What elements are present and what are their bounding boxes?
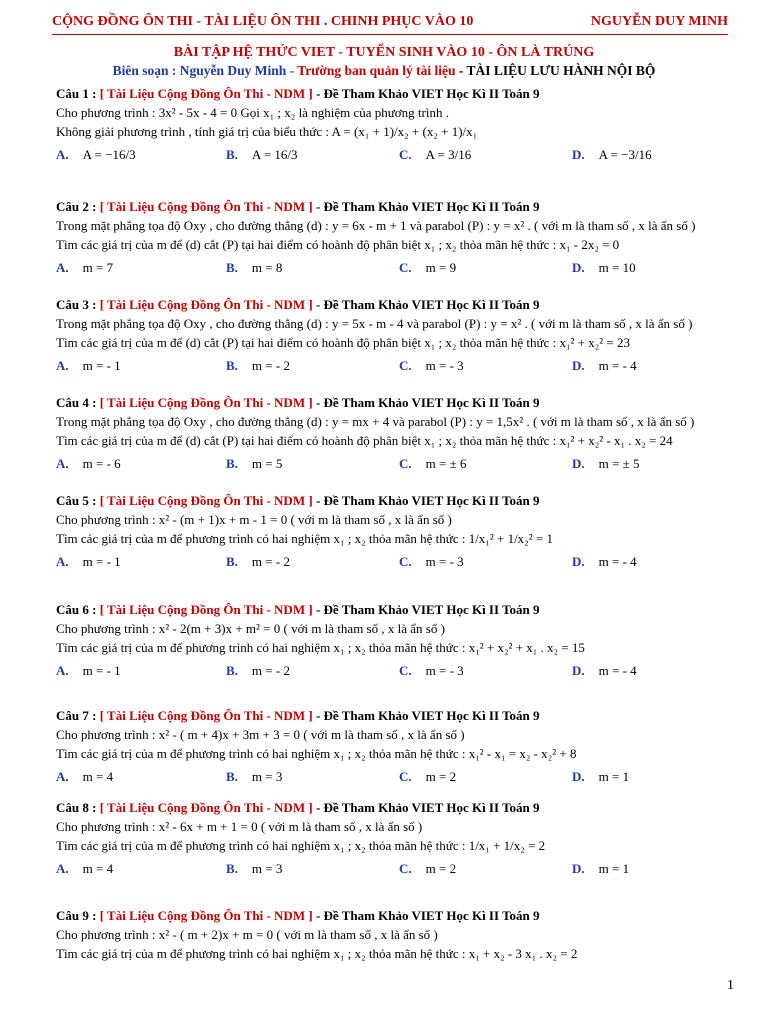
option-key: A. (56, 861, 69, 876)
option-value: m = 9 (425, 260, 457, 275)
question-heading (56, 197, 736, 216)
answer-option[interactable] (56, 767, 113, 786)
option-value: m = - 2 (251, 663, 290, 678)
answer-option[interactable] (572, 661, 637, 680)
question-1 (56, 84, 736, 165)
option-key: D. (572, 663, 585, 678)
option-key: A. (56, 554, 69, 569)
option-key: C. (399, 147, 412, 162)
option-key: C. (399, 260, 412, 275)
answer-option[interactable] (226, 552, 290, 571)
question-6 (56, 600, 736, 681)
question-exam-note: - Đề Tham Khảo VIET Học Kì II Toán 9 (312, 908, 540, 923)
answer-option[interactable] (399, 661, 464, 680)
answer-option[interactable] (226, 145, 298, 164)
option-value: m = - 3 (425, 554, 464, 569)
question-text-line: Trong mặt phẳng tọa độ Oxy , cho đường thẳng (d) : y = mx + 4 và parabol (P) : y = 1,5x² . ( với m là tham số , x là ẩn số ) (56, 414, 695, 429)
answer-option[interactable] (572, 552, 637, 571)
header-left: CỘNG ĐỒNG ÔN THI - TÀI LIỆU ÔN THI . CHINH PHỤC VÀO 10 (52, 14, 474, 29)
question-text-line: Trong mặt phẳng tọa độ Oxy , cho đường thẳng (d) : y = 6x - m + 1 và parabol (P) : y = x² . ( với m là tham số , x là ẩn số ) (56, 218, 696, 233)
option-value: m = - 3 (425, 663, 464, 678)
answer-option[interactable] (56, 454, 121, 473)
option-key: B. (226, 147, 238, 162)
question-label: Câu 8 : (56, 800, 100, 815)
option-key: C. (399, 554, 412, 569)
question-2 (56, 197, 736, 278)
answer-option[interactable] (399, 552, 464, 571)
question-text-line: Không giải phương trình , tính giá trị của biểu thức : A = (x₁ + 1)/x₂ + (x₂ + 1)/x₁ (56, 124, 478, 139)
answer-option[interactable] (572, 258, 636, 277)
question-source: [ Tài Liệu Cộng Đồng Ôn Thi - NDM ] (99, 708, 313, 723)
question-text-line: Tìm các giá trị của m để (d) cắt (P) tại hai điểm có hoành độ phân biệt x₁ ; x₂ thỏa mãn hệ thức : x₁² + x₂² - x₁ . x₂ = 24 (56, 433, 673, 448)
question-heading (56, 906, 736, 925)
answer-options (56, 356, 736, 376)
answer-option[interactable] (226, 454, 282, 473)
answer-option[interactable] (56, 661, 121, 680)
document-subtitle (0, 63, 768, 79)
option-key: D. (572, 769, 585, 784)
option-key: C. (399, 358, 412, 373)
question-text-line: Tìm các giá trị của m để phương trình có hai nghiệm x₁ ; x₂ thỏa mãn hệ thức : 1/x₁ + 1/x₂ = 2 (56, 838, 546, 853)
question-heading (56, 706, 736, 725)
question-label: Câu 5 : (56, 493, 100, 508)
option-key: D. (572, 861, 585, 876)
question-text-line: Cho phương trình : 3x² - 5x - 4 = 0 Gọi x₁ ; x₂ là nghiệm của phương trình . (56, 105, 449, 120)
subtitle-author: Biên soạn : Nguyễn Duy Minh - (112, 63, 298, 78)
option-value: m = 1 (598, 861, 630, 876)
question-text-line: Tìm các giá trị của m để phương trình có hai nghiệm x₁ ; x₂ thỏa mãn hệ thức : x₁² - x₁ = x₂ - x₂² + 8 (56, 746, 577, 761)
answer-option[interactable] (572, 145, 652, 164)
question-9 (56, 906, 736, 963)
document-title: BÀI TẬP HỆ THỨC VIET - TUYỂN SINH VÀO 10 - ÔN LÀ TRÚNG (173, 45, 595, 60)
question-heading (56, 798, 736, 817)
question-source: [ Tài Liệu Cộng Đồng Ôn Thi - NDM ] (99, 199, 313, 214)
question-text-line: Tìm các giá trị của m để (d) cắt (P) tại hai điểm có hoành độ phân biệt x₁ ; x₂ thỏa mãn hệ thức : x₁² + x₂² = 23 (56, 335, 630, 350)
question-text-line: Trong mặt phẳng tọa độ Oxy , cho đường thẳng (d) : y = 5x - m - 4 và parabol (P) : y = x² . ( với m là tham số , x là ẩn số ) (56, 316, 693, 331)
option-key: A. (56, 769, 69, 784)
answer-option[interactable] (56, 258, 113, 277)
question-text-line: Tìm các giá trị của m để phương trình có hai nghiệm x₁ ; x₂ thỏa mãn hệ thức : 1/x₁² + 1/x₂² = 1 (56, 531, 553, 546)
question-text-line: Cho phương trình : x² - 2(m + 3)x + m² = 0 ( với m là tham số , x là ẩn số ) (56, 621, 445, 636)
question-text-line: Tìm các giá trị của m để phương trình có hai nghiệm x₁ ; x₂ thỏa mãn hệ thức : x₁² + x₂² + x₁ . x₂ = 15 (56, 640, 585, 655)
option-key: B. (226, 358, 238, 373)
question-text-line: Cho phương trình : x² - (m + 1)x + m - 1 = 0 ( với m là tham số , x là ẩn số ) (56, 512, 452, 527)
option-value: A = 16/3 (251, 147, 298, 162)
answer-options (56, 145, 736, 165)
answer-option[interactable] (399, 258, 456, 277)
question-source: [ Tài Liệu Cộng Đồng Ôn Thi - NDM ] (99, 395, 313, 410)
answer-option[interactable] (226, 767, 282, 786)
question-label: Câu 7 : (56, 708, 100, 723)
answer-option[interactable] (399, 356, 464, 375)
answer-option[interactable] (226, 859, 282, 878)
option-value: m = 4 (82, 861, 114, 876)
option-value: m = 3 (251, 861, 283, 876)
answer-option[interactable] (572, 767, 629, 786)
answer-options (56, 767, 736, 787)
question-heading (56, 491, 736, 510)
answer-option[interactable] (399, 454, 466, 473)
answer-option[interactable] (399, 859, 456, 878)
option-key: D. (572, 260, 585, 275)
question-exam-note: - Đề Tham Khảo VIET Học Kì II Toán 9 (312, 395, 540, 410)
question-heading (56, 295, 736, 314)
question-text-line: Cho phương trình : x² - 6x + m + 1 = 0 ( với m là tham số , x là ẩn số ) (56, 819, 423, 834)
option-key: B. (226, 456, 238, 471)
header-right: NGUYỄN DUY MINH (590, 14, 728, 29)
option-key: C. (399, 663, 412, 678)
question-text-line: Tìm các giá trị của m để (d) cắt (P) tại hai điểm có hoành độ phân biệt x₁ ; x₂ thỏa mãn hệ thức : x₁ - 2x₂ = 0 (56, 237, 620, 252)
option-key: A. (56, 147, 69, 162)
option-key: D. (572, 358, 585, 373)
question-exam-note: - Đề Tham Khảo VIET Học Kì II Toán 9 (312, 86, 540, 101)
option-key: A. (56, 663, 69, 678)
question-3 (56, 295, 736, 376)
option-value: m = - 2 (251, 358, 290, 373)
option-value: m = - 4 (598, 358, 637, 373)
question-label: Câu 3 : (56, 297, 100, 312)
question-label: Câu 2 : (56, 199, 100, 214)
question-text-line: Tìm các giá trị của m để phương trình có hai nghiệm x₁ ; x₂ thỏa mãn hệ thức : x₁ + x₂ - 3 x₁ . x₂ = 2 (56, 946, 578, 961)
option-value: m = - 6 (82, 456, 121, 471)
option-value: m = 2 (425, 769, 457, 784)
option-value: m = 3 (251, 769, 283, 784)
question-label: Câu 4 : (56, 395, 100, 410)
option-value: m = 2 (425, 861, 457, 876)
answer-options (56, 661, 736, 681)
question-exam-note: - Đề Tham Khảo VIET Học Kì II Toán 9 (312, 602, 540, 617)
question-label: Câu 9 : (56, 908, 100, 923)
option-value: m = 10 (598, 260, 636, 275)
answer-options (56, 258, 736, 278)
answer-option[interactable] (399, 767, 456, 786)
answer-option[interactable] (56, 859, 113, 878)
option-value: m = - 3 (425, 358, 464, 373)
page-number: 1 (727, 978, 734, 993)
option-key: D. (572, 554, 585, 569)
subtitle-role: Trường ban quản lý tài liệu (297, 63, 456, 78)
question-heading (56, 393, 736, 412)
subtitle-note: - TÀI LIỆU LƯU HÀNH NỘI BỘ (455, 63, 656, 78)
option-key: B. (226, 260, 238, 275)
option-value: m = - 4 (598, 663, 637, 678)
option-key: A. (56, 358, 69, 373)
question-exam-note: - Đề Tham Khảo VIET Học Kì II Toán 9 (312, 708, 540, 723)
answer-option[interactable] (226, 258, 282, 277)
option-key: B. (226, 554, 238, 569)
answer-option[interactable] (56, 145, 136, 164)
option-key: B. (226, 663, 238, 678)
question-heading (56, 600, 736, 619)
page-header (52, 12, 728, 35)
question-label: Câu 1 : (56, 86, 100, 101)
question-exam-note: - Đề Tham Khảo VIET Học Kì II Toán 9 (312, 800, 540, 815)
question-text-line: Cho phương trình : x² - ( m + 4)x + 3m + 3 = 0 ( với m là tham số , x là ẩn số ) (56, 727, 465, 742)
option-value: m = ± 6 (425, 456, 467, 471)
option-value: m = 7 (82, 260, 114, 275)
option-value: m = - 1 (82, 663, 121, 678)
question-source: [ Tài Liệu Cộng Đồng Ôn Thi - NDM ] (99, 602, 313, 617)
question-source: [ Tài Liệu Cộng Đồng Ôn Thi - NDM ] (99, 800, 313, 815)
option-key: C. (399, 456, 412, 471)
option-key: B. (226, 861, 238, 876)
answer-options (56, 552, 736, 572)
option-key: C. (399, 769, 412, 784)
option-value: m = - 4 (598, 554, 637, 569)
question-source: [ Tài Liệu Cộng Đồng Ôn Thi - NDM ] (99, 86, 313, 101)
question-5 (56, 491, 736, 572)
option-value: m = - 1 (82, 554, 121, 569)
question-heading (56, 84, 736, 103)
answer-options (56, 859, 736, 879)
answer-option[interactable] (572, 859, 629, 878)
question-exam-note: - Đề Tham Khảo VIET Học Kì II Toán 9 (312, 297, 540, 312)
question-label: Câu 6 : (56, 602, 100, 617)
question-exam-note: - Đề Tham Khảo VIET Học Kì II Toán 9 (312, 493, 540, 508)
option-value: m = 8 (251, 260, 283, 275)
option-value: m = 1 (598, 769, 630, 784)
answer-option[interactable] (226, 661, 290, 680)
option-value: m = 5 (251, 456, 283, 471)
option-value: A = −16/3 (82, 147, 136, 162)
answer-option[interactable] (572, 454, 639, 473)
question-exam-note: - Đề Tham Khảo VIET Học Kì II Toán 9 (312, 199, 540, 214)
answer-option[interactable] (226, 356, 290, 375)
question-text-line: Cho phương trình : x² - ( m + 2)x + m = 0 ( với m là tham số , x là ẩn số ) (56, 927, 438, 942)
question-source: [ Tài Liệu Cộng Đồng Ôn Thi - NDM ] (99, 493, 313, 508)
option-value: m = ± 5 (598, 456, 640, 471)
question-7 (56, 706, 736, 787)
question-4 (56, 393, 736, 474)
option-key: D. (572, 456, 585, 471)
option-key: A. (56, 456, 69, 471)
option-value: A = −3/16 (598, 147, 652, 162)
answer-option[interactable] (399, 145, 471, 164)
answer-option[interactable] (572, 356, 637, 375)
option-key: A. (56, 260, 69, 275)
answer-option[interactable] (56, 552, 121, 571)
question-source: [ Tài Liệu Cộng Đồng Ôn Thi - NDM ] (99, 297, 313, 312)
option-value: m = 4 (82, 769, 114, 784)
answer-option[interactable] (56, 356, 121, 375)
answer-options (56, 454, 736, 474)
question-8 (56, 798, 736, 879)
question-source: [ Tài Liệu Cộng Đồng Ôn Thi - NDM ] (99, 908, 313, 923)
option-key: C. (399, 861, 412, 876)
option-value: A = 3/16 (425, 147, 472, 162)
option-key: D. (572, 147, 585, 162)
option-value: m = - 2 (251, 554, 290, 569)
option-key: B. (226, 769, 238, 784)
option-value: m = - 1 (82, 358, 121, 373)
